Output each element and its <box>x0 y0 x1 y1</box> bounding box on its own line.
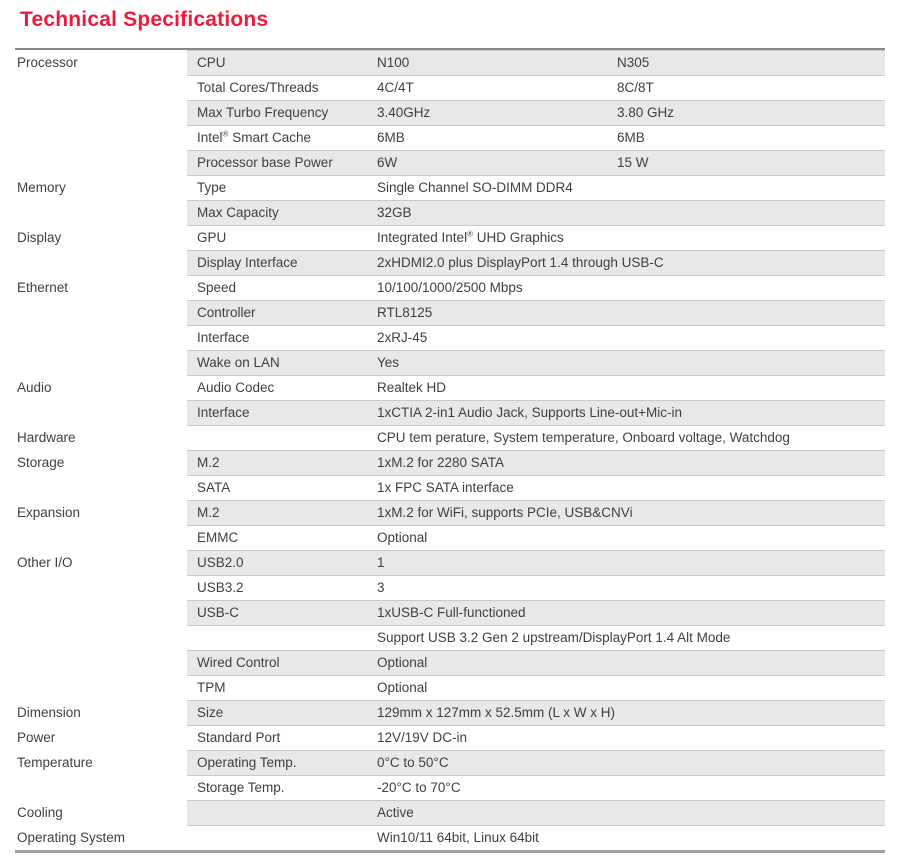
row-category-label: Cooling <box>15 800 187 825</box>
spec-row <box>15 450 885 475</box>
row-category-label: Temperature <box>15 750 187 775</box>
row-spec-name: Type <box>197 180 227 195</box>
row-category-label <box>15 675 187 700</box>
row-category-label <box>15 350 187 375</box>
row-spec-name: M.2 <box>197 455 220 470</box>
row-category-label <box>15 525 187 550</box>
row-value-n305 <box>615 726 885 750</box>
spec-row <box>15 150 885 175</box>
row-category-label: Operating System <box>15 825 187 850</box>
spec-row-values <box>187 750 885 775</box>
row-spec-name: SATA <box>197 480 231 495</box>
row-category-label <box>15 775 187 800</box>
row-category-label <box>15 325 187 350</box>
spec-row-values <box>187 725 885 750</box>
spec-row-values <box>187 225 885 250</box>
row-value-n100: 1x FPC SATA interface <box>377 480 514 495</box>
spec-row-values <box>187 375 885 400</box>
row-value-n100: Optional <box>377 680 428 695</box>
spec-table <box>15 48 885 853</box>
row-category-label <box>15 250 187 275</box>
row-value-n305 <box>615 626 885 650</box>
row-value-n100: 0°C to 50°C <box>377 755 449 770</box>
spec-row <box>15 500 885 525</box>
spec-row <box>15 225 885 250</box>
spec-row <box>15 550 885 575</box>
row-value-n305 <box>615 326 885 350</box>
spec-row-values <box>187 700 885 725</box>
spec-row-values <box>187 200 885 225</box>
row-spec-name: Max Capacity <box>197 205 279 220</box>
spec-row-values <box>187 50 885 75</box>
row-value-n305 <box>615 476 885 500</box>
spec-row <box>15 75 885 100</box>
spec-row-values <box>187 550 885 575</box>
row-spec-name: Processor base Power <box>197 155 333 170</box>
row-spec-name: Intel® Smart Cache <box>197 129 311 145</box>
row-spec-name: Interface <box>197 330 250 345</box>
row-value-n305 <box>615 776 885 800</box>
spec-row <box>15 375 885 400</box>
row-category-label <box>15 300 187 325</box>
spec-row <box>15 525 885 550</box>
spec-row <box>15 675 885 700</box>
row-value-n100: 1xCTIA 2-in1 Audio Jack, Supports Line-out+Mic-in <box>377 405 683 420</box>
row-category-label <box>15 575 187 600</box>
spec-row <box>15 175 885 200</box>
spec-row-values <box>187 300 885 325</box>
spec-row <box>15 725 885 750</box>
page-title: Technical Specifications <box>20 8 269 31</box>
spec-row <box>15 50 885 75</box>
row-category-label <box>15 400 187 425</box>
row-value-n100: 1xM.2 for 2280 SATA <box>377 455 505 470</box>
row-spec-name: Display Interface <box>197 255 298 270</box>
row-value-n305: 8C/8T <box>617 80 654 95</box>
spec-row <box>15 625 885 650</box>
row-value-n305 <box>615 276 885 300</box>
row-value-n305 <box>615 801 885 825</box>
row-spec-name: Wake on LAN <box>197 355 280 370</box>
row-spec-name <box>187 426 375 450</box>
row-spec-name: Size <box>197 705 224 720</box>
spec-row-values <box>187 125 885 150</box>
row-category-label <box>15 100 187 125</box>
row-value-n100: Optional <box>377 655 428 670</box>
spec-row <box>15 825 885 850</box>
spec-row-values <box>187 475 885 500</box>
row-value-n305 <box>615 376 885 400</box>
row-value-n100: N100 <box>377 55 410 70</box>
row-value-n305 <box>615 226 885 250</box>
spec-row <box>15 600 885 625</box>
row-spec-name: Audio Codec <box>197 380 275 395</box>
row-value-n100: Single Channel SO-DIMM DDR4 <box>377 180 573 195</box>
row-value-n305 <box>615 651 885 675</box>
row-value-n100: 12V/19V DC-in <box>377 730 468 745</box>
row-value-n305 <box>615 751 885 775</box>
row-category-label: Power <box>15 725 187 750</box>
row-value-n305: 6MB <box>617 130 645 145</box>
row-value-n305 <box>615 401 885 425</box>
spec-row <box>15 100 885 125</box>
row-value-n100: CPU tem perature, System temperature, Onboard voltage, Watchdog <box>377 430 790 445</box>
spec-row-values <box>187 500 885 525</box>
spec-row <box>15 325 885 350</box>
row-spec-name: Standard Port <box>197 730 281 745</box>
row-spec-name: M.2 <box>197 505 220 520</box>
spec-row-values <box>187 325 885 350</box>
spec-row-values <box>187 775 885 800</box>
row-category-label <box>15 625 187 650</box>
row-value-n305 <box>615 826 885 850</box>
row-spec-name: Operating Temp. <box>197 755 297 770</box>
row-spec-name: Total Cores/Threads <box>197 80 319 95</box>
row-value-n305 <box>615 351 885 375</box>
row-spec-name: Controller <box>197 305 256 320</box>
spec-row-values <box>187 650 885 675</box>
spec-row <box>15 200 885 225</box>
spec-row <box>15 300 885 325</box>
registered-trademark-symbol: ® <box>222 129 229 139</box>
spec-row-values <box>187 525 885 550</box>
row-spec-name: Wired Control <box>197 655 280 670</box>
spec-row <box>15 750 885 775</box>
row-value-n305 <box>615 501 885 525</box>
row-value-n305 <box>615 201 885 225</box>
row-category-label: Dimension <box>15 700 187 725</box>
row-spec-name: Speed <box>197 280 237 295</box>
row-spec-name <box>187 801 375 825</box>
spec-row-values <box>187 250 885 275</box>
row-category-label: Expansion <box>15 500 187 525</box>
row-spec-name: Storage Temp. <box>197 780 285 795</box>
row-value-n100: 3.40GHz <box>377 105 431 120</box>
spec-row-values <box>187 600 885 625</box>
row-category-label: Memory <box>15 175 187 200</box>
row-value-n305 <box>615 451 885 475</box>
row-category-label: Storage <box>15 450 187 475</box>
row-value-n305: N305 <box>617 55 650 70</box>
row-value-n100: -20°C to 70°C <box>377 780 461 795</box>
row-value-n305: 3.80 GHz <box>617 105 675 120</box>
spec-row-values <box>187 175 885 200</box>
spec-row <box>15 125 885 150</box>
row-value-n100: 2xRJ-45 <box>377 330 428 345</box>
row-value-n305 <box>615 601 885 625</box>
row-value-n100: 2xHDMI2.0 plus DisplayPort 1.4 through USB-C <box>377 255 664 270</box>
row-value-n305 <box>615 551 885 575</box>
row-value-n100: 10/100/1000/2500 Mbps <box>377 280 523 295</box>
spec-row <box>15 425 885 450</box>
row-value-n100: Yes <box>377 355 400 370</box>
row-category-label <box>15 150 187 175</box>
row-value-n100: 32GB <box>377 205 412 220</box>
row-value-n100: 1xUSB-C Full-functioned <box>377 605 526 620</box>
spec-row <box>15 700 885 725</box>
row-category-label <box>15 600 187 625</box>
row-value-n305 <box>615 176 885 200</box>
spec-row-values <box>187 675 885 700</box>
row-value-n100: 129mm x 127mm x 52.5mm (L x W x H) <box>377 705 616 720</box>
spec-row-values <box>187 75 885 100</box>
spec-row <box>15 650 885 675</box>
row-value-n100: Integrated Intel® UHD Graphics <box>377 229 564 245</box>
row-category-label: Audio <box>15 375 187 400</box>
row-category-label: Other I/O <box>15 550 187 575</box>
row-spec-name: Interface <box>197 405 250 420</box>
row-value-n100: 4C/4T <box>377 80 414 95</box>
spec-row <box>15 350 885 375</box>
row-spec-name: USB3.2 <box>197 580 244 595</box>
row-category-label: Display <box>15 225 187 250</box>
spec-row-values <box>187 150 885 175</box>
row-value-n305 <box>615 526 885 550</box>
spec-row <box>15 800 885 825</box>
row-category-label <box>15 75 187 100</box>
spec-row-values <box>187 800 885 825</box>
row-spec-name: USB-C <box>197 605 240 620</box>
row-category-label: Hardware <box>15 425 187 450</box>
row-value-n100: 1 <box>377 555 385 570</box>
row-category-label: Processor <box>15 50 187 75</box>
row-value-n305 <box>615 301 885 325</box>
row-spec-name: EMMC <box>197 530 239 545</box>
row-value-n305 <box>615 676 885 700</box>
spec-row-values <box>187 625 885 650</box>
row-category-label <box>15 200 187 225</box>
row-spec-name <box>187 826 375 850</box>
row-category-label <box>15 125 187 150</box>
row-spec-name: GPU <box>197 230 227 245</box>
row-spec-name: Max Turbo Frequency <box>197 105 329 120</box>
spec-row <box>15 250 885 275</box>
spec-row <box>15 775 885 800</box>
row-value-n100: 1xM.2 for WiFi, supports PCIe, USB&CNVi <box>377 505 633 520</box>
spec-row <box>15 575 885 600</box>
row-value-n100: Win10/11 64bit, Linux 64bit <box>377 830 539 845</box>
row-spec-name: USB2.0 <box>197 555 244 570</box>
spec-row-values <box>187 350 885 375</box>
row-spec-name <box>187 626 375 650</box>
row-category-label: Ethernet <box>15 275 187 300</box>
row-value-n100: 6W <box>377 155 398 170</box>
row-value-n305 <box>615 576 885 600</box>
spec-row-values <box>187 400 885 425</box>
row-spec-name: CPU <box>197 55 226 70</box>
spec-row-values <box>187 425 885 450</box>
row-value-n305 <box>615 251 885 275</box>
row-value-n100: RTL8125 <box>377 305 433 320</box>
row-category-label <box>15 650 187 675</box>
row-spec-name: TPM <box>197 680 226 695</box>
row-value-n100: 3 <box>377 580 385 595</box>
spec-row-values <box>187 100 885 125</box>
row-value-n305: 15 W <box>617 155 649 170</box>
row-value-n100: 6MB <box>377 130 405 145</box>
spec-row <box>15 475 885 500</box>
row-category-label <box>15 475 187 500</box>
row-value-n100: Active <box>377 805 414 820</box>
row-value-n100: Support USB 3.2 Gen 2 upstream/DisplayPort 1.4 Alt Mode <box>377 630 731 645</box>
row-value-n100: Realtek HD <box>377 380 447 395</box>
registered-trademark-symbol: ® <box>467 229 473 239</box>
row-value-n305 <box>615 701 885 725</box>
spec-row-values <box>187 450 885 475</box>
spec-row <box>15 400 885 425</box>
spec-row-values <box>187 275 885 300</box>
spec-row-values <box>187 575 885 600</box>
spec-row-values <box>187 825 885 850</box>
spec-row <box>15 275 885 300</box>
row-value-n305 <box>615 426 885 450</box>
row-value-n100: Optional <box>377 530 428 545</box>
